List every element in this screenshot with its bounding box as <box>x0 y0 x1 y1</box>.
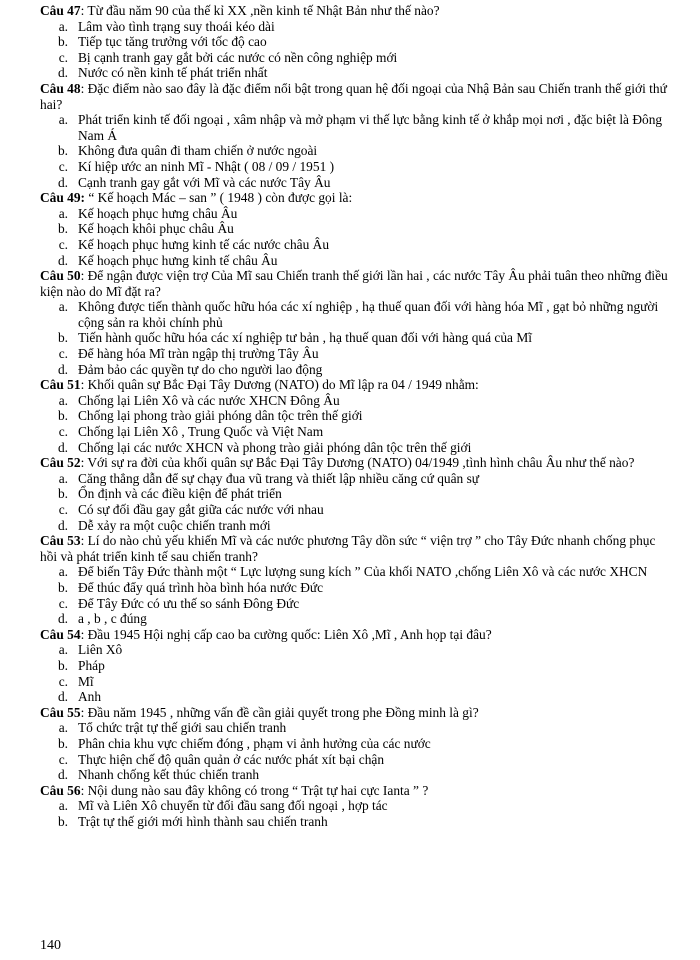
option-text: Lâm vào tình trạng suy thoái kéo dài <box>78 18 275 34</box>
answer-options <box>40 642 670 704</box>
answer-option <box>40 362 670 378</box>
page-number: 140 <box>40 938 61 953</box>
option-text: a , b , c đúng <box>78 611 147 627</box>
question-number: Câu 56 <box>40 782 81 798</box>
option-letter: b. <box>57 735 68 751</box>
answer-option <box>40 299 670 330</box>
option-letter: d. <box>57 174 68 190</box>
option-text: Để hàng hóa Mĩ tràn ngập thị trường Tây Âu <box>78 346 319 362</box>
option-letter: c. <box>58 236 68 252</box>
question-stem <box>40 783 670 799</box>
question-number: Câu 52 <box>40 455 81 471</box>
answer-option <box>40 720 670 736</box>
option-text: Nhanh chống kết thúc chiến tranh <box>78 767 260 783</box>
answer-option <box>40 471 670 487</box>
option-text: Chống lại Liên Xô , Trung Quốc và Việt Nam <box>78 424 324 440</box>
answer-options <box>40 112 670 190</box>
answer-option <box>40 50 670 66</box>
question-stem <box>40 190 670 206</box>
answer-option <box>40 658 670 674</box>
option-letter: a. <box>58 112 68 128</box>
option-text: Kế hoạch phục hưng châu Âu <box>78 205 238 221</box>
answer-option <box>40 393 670 409</box>
option-text: Để Tây Đức có ưu thế so sánh Đông Đức <box>78 595 300 611</box>
answer-option <box>40 330 670 346</box>
answer-option <box>40 206 670 222</box>
option-text: Mĩ và Liên Xô chuyển từ đối đầu sang đối ngoại , hợp tác <box>78 798 388 814</box>
question-stem <box>40 268 670 299</box>
question-stem <box>40 81 670 112</box>
question <box>40 3 670 81</box>
option-text: Để thúc đẩy quá trình hòa bình hóa nước Đức <box>78 579 324 595</box>
question <box>40 627 670 705</box>
option-letter: a. <box>58 18 68 34</box>
answer-option <box>40 767 670 783</box>
option-text: Có sự đối đầu gay gắt giữa các nước với nhau <box>78 502 324 517</box>
option-letter: d. <box>57 611 68 627</box>
question-number: Câu 47 <box>40 3 81 18</box>
option-letter: d. <box>57 517 68 533</box>
question-text: : Đặc điểm nào sao đây là đặc điểm nổi bật trong quan hệ đối ngoại của Nhậ Bản sau Chiến tranh thế giới thứ hai? <box>40 80 667 112</box>
option-letter: b. <box>57 408 68 424</box>
option-letter: b. <box>57 221 68 237</box>
question-number: Câu 51 <box>40 377 81 393</box>
option-text: Ổn định và các điều kiện để phát triển <box>78 486 282 502</box>
option-text: Phân chia khu vực chiếm đóng , phạm vi ảnh hưởng của các nước <box>78 735 431 751</box>
option-letter: b. <box>57 34 68 50</box>
answer-option <box>40 143 670 159</box>
answer-option <box>40 580 670 596</box>
answer-option <box>40 440 670 456</box>
option-text: Nước có nền kinh tế phát triển nhất <box>78 65 268 81</box>
option-letter: a. <box>58 392 68 408</box>
option-text: Chống lại Liên Xô và các nước XHCN Đông Âu <box>78 392 340 408</box>
option-text: Đảm bảo các quyền tự do cho người lao động <box>78 361 323 377</box>
option-letter: d. <box>57 689 68 705</box>
option-letter: d. <box>57 65 68 81</box>
question <box>40 783 670 830</box>
question-stem <box>40 377 670 393</box>
question-stem <box>40 3 670 19</box>
question-text: : Từ đầu năm 90 của thế kỉ XX ,nền kinh tế Nhật Bản như thế nào? <box>80 3 440 18</box>
option-letter: a. <box>58 299 68 315</box>
option-letter: a. <box>58 564 68 580</box>
answer-option <box>40 736 670 752</box>
option-letter: a. <box>58 798 68 814</box>
answer-option <box>40 611 670 627</box>
question-text: : Khối quân sự Bắc Đại Tây Dương (NATO) do Mĩ lập ra 04 / 1949 nhằm: <box>80 377 479 393</box>
option-letter: c. <box>58 49 68 65</box>
question <box>40 377 670 455</box>
question <box>40 190 670 268</box>
option-letter: c. <box>58 751 68 767</box>
answer-options <box>40 720 670 782</box>
option-letter: c. <box>58 424 68 440</box>
question <box>40 81 670 190</box>
question-number: Câu 54 <box>40 626 81 642</box>
answer-option <box>40 674 670 690</box>
question-number: Câu 55 <box>40 704 81 720</box>
option-letter: a. <box>58 205 68 221</box>
question-text: “ Kế hoạch Mác – san ” ( 1948 ) còn được gọi là: <box>85 190 353 206</box>
answer-options <box>40 19 670 81</box>
option-text: Pháp <box>78 657 105 673</box>
answer-option <box>40 814 670 830</box>
option-letter: b. <box>57 657 68 673</box>
answer-option <box>40 34 670 50</box>
question-stem <box>40 627 670 643</box>
option-letter: c. <box>58 346 68 362</box>
option-text: Để biến Tây Đức thành một “ Lực lượng sung kích ” Của khối NATO ,chống Liên Xô và các nước XHCN <box>78 564 648 580</box>
answer-options <box>40 471 670 533</box>
option-letter: d. <box>57 767 68 783</box>
question <box>40 705 670 783</box>
option-text: Không được tiến thành quốc hữu hóa các xí nghiệp , hạ thuế quan đối với hàng hóa Mĩ , gạt bỏ những người cộng sản ra khỏi chính phủ <box>78 299 659 330</box>
question-text: : Để ngận được viện trợ Của Mĩ sau Chiến tranh thế giới lần hai , các nước Tây Âu phải tuân theo những điều kiện nào do Mĩ đặt ra? <box>40 268 668 299</box>
option-text: Cạnh tranh gay gắt với Mĩ và các nước Tây Âu <box>78 174 331 190</box>
answer-option <box>40 408 670 424</box>
question-list <box>40 3 670 829</box>
option-letter: d. <box>57 252 68 268</box>
answer-option <box>40 596 670 612</box>
question-number: Câu 49: <box>40 190 86 206</box>
answer-option <box>40 159 670 175</box>
option-letter: b. <box>57 330 68 346</box>
answer-option <box>40 689 670 705</box>
option-text: Kí hiệp ước an ninh Mĩ - Nhật ( 08 / 09 / 1951 ) <box>78 158 335 174</box>
option-letter: c. <box>58 158 68 174</box>
option-text: Dễ xảy ra một cuộc chiến tranh mới <box>78 517 271 533</box>
option-text: Kế hoạch khôi phục châu Âu <box>78 221 234 237</box>
option-text: Trật tự thế giới mới hình thành sau chiến tranh <box>78 813 328 829</box>
question-number: Câu 48 <box>40 80 81 96</box>
answer-option <box>40 564 670 580</box>
option-letter: c. <box>58 502 68 517</box>
question-text: : Lí do nào chủ yếu khiến Mĩ và các nước phương Tây dồn sức “ viện trợ ” cho Tây Đức nhanh chống phục hồi và phát triển kinh tế sau chiến tranh? <box>40 533 656 564</box>
option-text: Tiếp tục tăng trưởng với tốc độ cao <box>78 34 267 50</box>
option-letter: d. <box>57 361 68 377</box>
option-letter: b. <box>57 486 68 502</box>
answer-option <box>40 237 670 253</box>
option-letter: c. <box>58 673 68 689</box>
answer-option <box>40 221 670 237</box>
option-letter: a. <box>58 470 68 486</box>
option-text: Bị cạnh tranh gay gắt bởi các nước có nền công nghiệp mới <box>78 49 398 65</box>
option-letter: a. <box>58 642 68 658</box>
question-number: Câu 53 <box>40 533 81 549</box>
question-text: : Đầu năm 1945 , những vấn đề cần giải quyết trong phe Đồng minh là gì? <box>80 704 479 720</box>
answer-option <box>40 175 670 191</box>
question <box>40 455 670 533</box>
answer-options <box>40 393 670 455</box>
answer-option <box>40 253 670 269</box>
question <box>40 268 670 377</box>
answer-options <box>40 564 670 626</box>
option-text: Phát triển kinh tế đối ngoại , xâm nhập và mở phạm vi thế lực bằng kinh tế ở khắp mọi nơi , đặc biệt là Đông Nam Á <box>78 112 663 143</box>
option-letter: b. <box>57 579 68 595</box>
question-number: Câu 50 <box>40 268 81 284</box>
option-text: Kế hoạch phục hưng kinh tế các nước châu Âu <box>78 236 330 252</box>
option-text: Tiến hành quốc hữu hóa các xí nghiệp tư bản , hạ thuế quan đối với hàng quá của Mĩ <box>78 330 532 346</box>
answer-option <box>40 752 670 768</box>
answer-options <box>40 206 670 268</box>
option-letter: d. <box>57 439 68 455</box>
option-text: Căng thẳng dẫn để sự chạy đua vũ trang và thiết lập nhiều căng cứ quân sự <box>78 470 480 486</box>
answer-option <box>40 502 670 518</box>
option-text: Liên Xô <box>78 642 123 658</box>
answer-option <box>40 642 670 658</box>
option-text: Thực hiện chế độ quân quản ở các nước phát xít bại chận <box>78 751 385 767</box>
question-stem <box>40 455 670 471</box>
question-text: : Với sự ra đời của khối quân sự Bắc Đại Tây Dương (NATO) 04/1949 ,tình hình châu Âu như thế nào? <box>80 455 635 471</box>
option-letter: b. <box>57 143 68 159</box>
answer-option <box>40 65 670 81</box>
question-text: : Đầu 1945 Hội nghị cấp cao ba cường quốc: Liên Xô ,Mĩ , Anh họp tại đâu? <box>80 626 492 642</box>
option-text: Mĩ <box>78 673 94 689</box>
answer-option <box>40 486 670 502</box>
option-text: Tổ chức trật tự thế giới sau chiến tranh <box>78 720 287 736</box>
option-letter: a. <box>58 720 68 736</box>
answer-option <box>40 112 670 143</box>
question-stem <box>40 533 670 564</box>
option-text: Không đưa quân đi tham chiến ở nước ngoài <box>78 143 318 159</box>
question-stem <box>40 705 670 721</box>
option-text: Chống lại các nước XHCN và phong trào giải phóng dân tộc trên thế giới <box>78 439 472 455</box>
answer-option <box>40 19 670 35</box>
question-text: : Nội dung nào sau đây không có trong “ Trật tự hai cực Ianta ” ? <box>80 782 429 798</box>
option-text: Kế hoạch phục hưng kinh tế châu Âu <box>78 252 278 268</box>
question <box>40 533 670 627</box>
answer-option <box>40 798 670 814</box>
answer-options <box>40 798 670 829</box>
answer-option <box>40 424 670 440</box>
option-letter: b. <box>57 813 68 829</box>
answer-option <box>40 518 670 534</box>
option-text: Anh <box>78 689 102 705</box>
option-text: Chống lại phong trào giải phóng dân tộc trên thế giới <box>78 408 363 424</box>
answer-option <box>40 346 670 362</box>
answer-options <box>40 299 670 377</box>
option-letter: c. <box>58 595 68 611</box>
